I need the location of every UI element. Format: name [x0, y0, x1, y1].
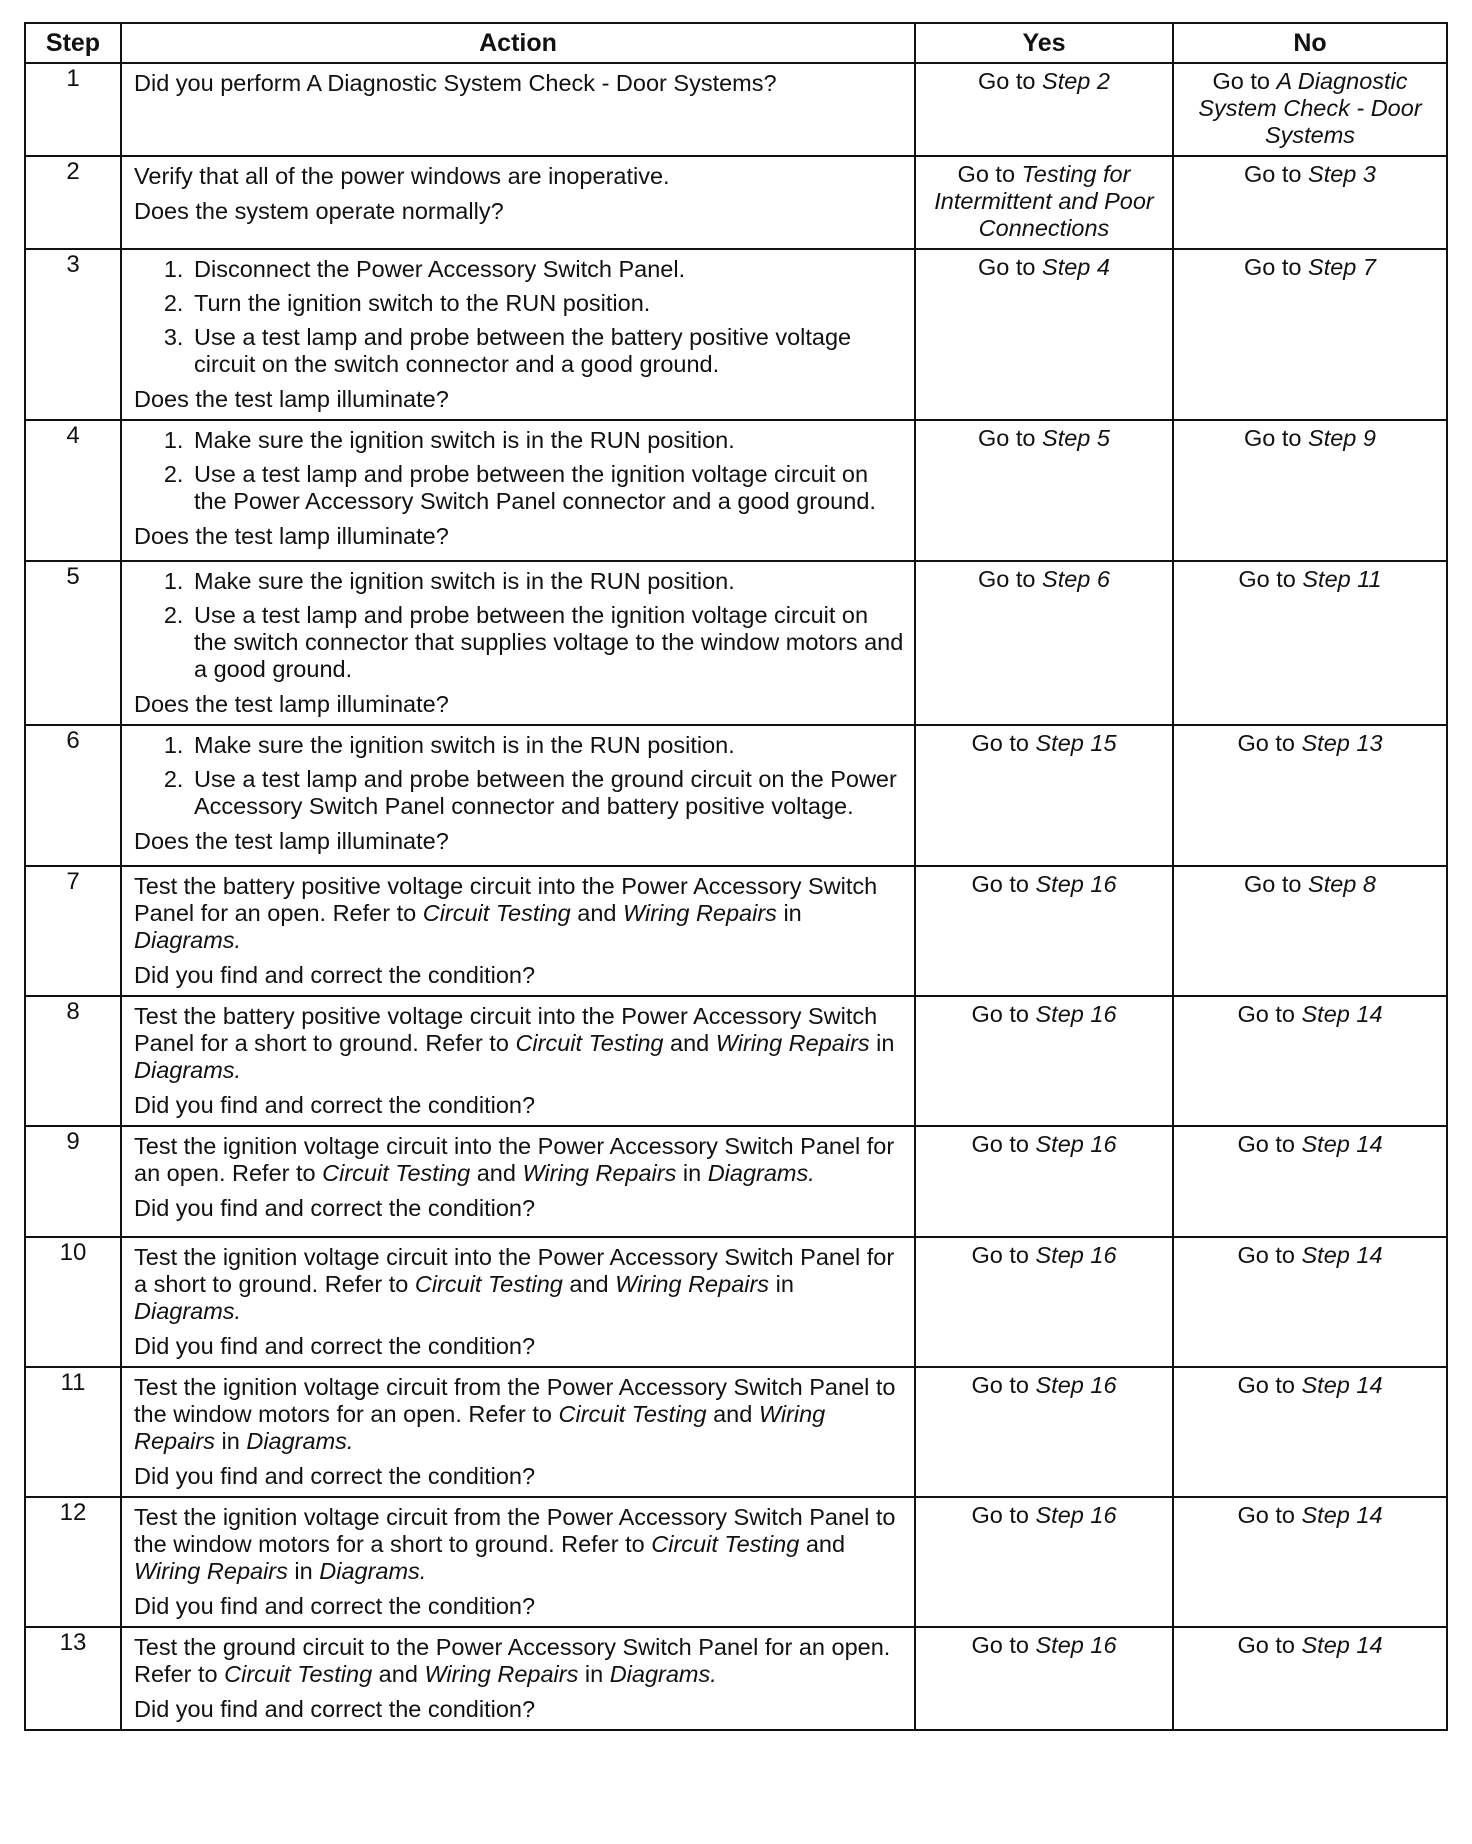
table-row: [25, 725, 1447, 866]
yes-result: Go to Step 6: [915, 561, 1173, 725]
action-text: Test the ignition voltage circuit into the Power Accessory Switch Panel for an open. Refer to Circuit Testing and Wiring Repairs in Diagrams.: [134, 1133, 895, 1186]
yes-result: Go to Step 4: [915, 249, 1173, 420]
action-step: 1. Make sure the ignition switch is in the RUN position.: [190, 568, 906, 595]
step-number: 11: [25, 1367, 121, 1497]
action-steps-list: [134, 732, 906, 820]
step-number: 1: [25, 63, 121, 156]
no-result: Go to Step 8: [1173, 866, 1447, 996]
action-cell: [121, 561, 915, 725]
action-question: Does the system operate normally?: [134, 198, 504, 224]
no-result: Go to Step 14: [1173, 1237, 1447, 1367]
step-number: 4: [25, 420, 121, 561]
table-row: [25, 1497, 1447, 1627]
table-row: [25, 996, 1447, 1126]
yes-result: Go to Step 16: [915, 866, 1173, 996]
action-cell: [121, 1367, 915, 1497]
action-cell: [121, 866, 915, 996]
header-step: Step: [25, 23, 121, 63]
no-result: Go to A Diagnostic System Check - Door Systems: [1173, 63, 1447, 156]
step-number: 12: [25, 1497, 121, 1627]
table-row: [25, 1367, 1447, 1497]
action-question: Does the test lamp illuminate?: [134, 386, 449, 412]
step-number: 7: [25, 866, 121, 996]
action-question: Did you find and correct the condition?: [134, 1195, 536, 1221]
no-result: Go to Step 14: [1173, 1367, 1447, 1497]
action-cell: [121, 156, 915, 249]
yes-result: Go to Step 5: [915, 420, 1173, 561]
action-cell: [121, 1627, 915, 1730]
table-row: [25, 249, 1447, 420]
header-no: No: [1173, 23, 1447, 63]
step-number: 3: [25, 249, 121, 420]
yes-result: Go to Step 16: [915, 1367, 1173, 1497]
action-cell: [121, 1497, 915, 1627]
action-question: Does the test lamp illuminate?: [134, 828, 449, 854]
table-body: [25, 63, 1447, 1730]
no-result: Go to Step 11: [1173, 561, 1447, 725]
diagnostic-table: [24, 22, 1448, 1731]
action-question: Does the test lamp illuminate?: [134, 523, 449, 549]
header-row: [25, 23, 1447, 63]
step-number: 5: [25, 561, 121, 725]
yes-result: Go to Step 16: [915, 1237, 1173, 1367]
table-row: [25, 561, 1447, 725]
action-text: Verify that all of the power windows are inoperative.: [134, 163, 670, 189]
no-result: Go to Step 14: [1173, 1497, 1447, 1627]
action-step: 2. Use a test lamp and probe between the ground circuit on the Power Accessory Switch Panel connector and battery positive voltage.: [190, 766, 906, 820]
action-question: Did you find and correct the condition?: [134, 1333, 536, 1359]
no-result: Go to Step 14: [1173, 1627, 1447, 1730]
no-result: Go to Step 14: [1173, 996, 1447, 1126]
step-number: 13: [25, 1627, 121, 1730]
step-number: 6: [25, 725, 121, 866]
header-yes: Yes: [915, 23, 1173, 63]
yes-result: Go to Step 15: [915, 725, 1173, 866]
action-text: Test the ground circuit to the Power Accessory Switch Panel for an open. Refer to Circuit Testing and Wiring Repairs in Diagrams.: [134, 1634, 891, 1687]
action-question: Did you find and correct the condition?: [134, 1463, 536, 1489]
table-row: [25, 866, 1447, 996]
action-text: Test the ignition voltage circuit from the Power Accessory Switch Panel to the window motors for an open. Refer to Circuit Testing and Wiring Repairs in Diagrams.: [134, 1374, 896, 1454]
action-steps-list: [134, 568, 906, 683]
action-question: Did you find and correct the condition?: [134, 1696, 536, 1722]
action-question: Does the test lamp illuminate?: [134, 691, 449, 717]
action-steps-list: [134, 427, 906, 515]
header-action: Action: [121, 23, 915, 63]
action-step: 2. Use a test lamp and probe between the ignition voltage circuit on the Power Accessory Switch Panel connector and a good ground.: [190, 461, 906, 515]
no-result: Go to Step 14: [1173, 1126, 1447, 1237]
yes-result: Go to Step 16: [915, 996, 1173, 1126]
action-cell: [121, 996, 915, 1126]
action-question: Did you find and correct the condition?: [134, 1092, 536, 1118]
no-result: Go to Step 3: [1173, 156, 1447, 249]
action-question: Did you find and correct the condition?: [134, 962, 536, 988]
table-row: [25, 156, 1447, 249]
action-cell: [121, 420, 915, 561]
action-cell: [121, 725, 915, 866]
action-question: Did you find and correct the condition?: [134, 1593, 536, 1619]
yes-result: Go to Step 16: [915, 1126, 1173, 1237]
yes-result: Go to Step 16: [915, 1497, 1173, 1627]
yes-result: Go to Testing for Intermittent and Poor Connections: [915, 156, 1173, 249]
table-row: [25, 420, 1447, 561]
action-step: 2. Turn the ignition switch to the RUN position.: [190, 290, 906, 317]
action-cell: [121, 1237, 915, 1367]
step-number: 2: [25, 156, 121, 249]
table-row: [25, 1627, 1447, 1730]
no-result: Go to Step 9: [1173, 420, 1447, 561]
table-row: [25, 63, 1447, 156]
action-step: 1. Disconnect the Power Accessory Switch Panel.: [190, 256, 906, 283]
table-row: [25, 1237, 1447, 1367]
action-text: Test the battery positive voltage circuit into the Power Accessory Switch Panel for a short to ground. Refer to Circuit Testing and Wiring Repairs in Diagrams.: [134, 1003, 895, 1083]
table-row: [25, 1126, 1447, 1237]
action-cell: [121, 249, 915, 420]
no-result: Go to Step 7: [1173, 249, 1447, 420]
action-cell: [121, 1126, 915, 1237]
step-number: 8: [25, 996, 121, 1126]
yes-result: Go to Step 16: [915, 1627, 1173, 1730]
action-step: 2. Use a test lamp and probe between the ignition voltage circuit on the switch connector that supplies voltage to the window motors and a good ground.: [190, 602, 906, 683]
action-cell: [121, 63, 915, 156]
action-steps-list: [134, 256, 906, 378]
no-result: Go to Step 13: [1173, 725, 1447, 866]
action-text: Test the ignition voltage circuit from the Power Accessory Switch Panel to the window motors for a short to ground. Refer to Circuit Testing and Wiring Repairs in Diagrams.: [134, 1504, 896, 1584]
action-text: Test the ignition voltage circuit into the Power Accessory Switch Panel for a short to ground. Refer to Circuit Testing and Wiring Repairs in Diagrams.: [134, 1244, 895, 1324]
action-step: 1. Make sure the ignition switch is in the RUN position.: [190, 427, 906, 454]
action-text: Test the battery positive voltage circuit into the Power Accessory Switch Panel for an open. Refer to Circuit Testing and Wiring Repairs in Diagrams.: [134, 873, 878, 953]
step-number: 9: [25, 1126, 121, 1237]
action-question: Did you perform A Diagnostic System Check - Door Systems?: [134, 70, 777, 96]
action-step: 3. Use a test lamp and probe between the battery positive voltage circuit on the switch connector and a good ground.: [190, 324, 906, 378]
action-step: 1. Make sure the ignition switch is in the RUN position.: [190, 732, 906, 759]
step-number: 10: [25, 1237, 121, 1367]
yes-result: Go to Step 2: [915, 63, 1173, 156]
